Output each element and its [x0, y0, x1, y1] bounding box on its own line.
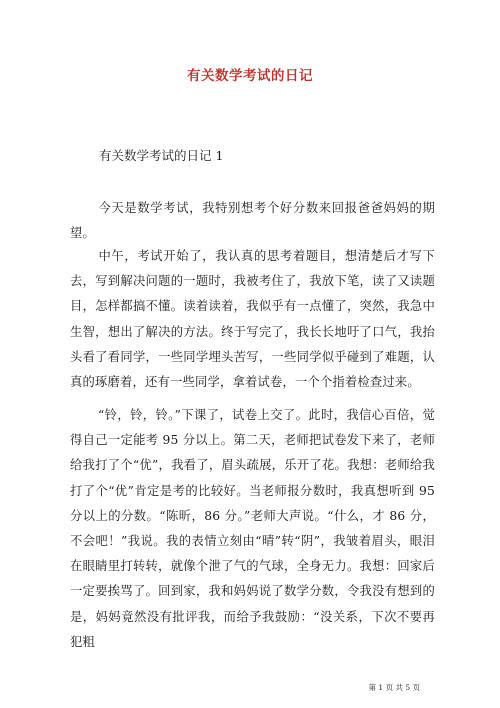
page-number-footer: 第 1 页 共 5 页: [368, 683, 420, 692]
paragraph-3-text: “铃，铃，铃。”下课了，试卷上交了。此时，我信心百倍，觉得自己一定能考 95 分以上。第二天，老师把试卷发下来了，老师给我打了个“优”，我看了，眉头疏展，乐开了花。我想：老师给我打了个“优”肯定是考的比较好。当老师报分数时，我真想听到 95 分以上的分数。“陈昕，86 分。”老师大声说。“什么，才 86 分，不会吧！”我说。我的表情立刻由“晴”转“阴”，我皱着眉头，眼泪在眼睛里打转转，就像个泄了气的气球，全身无力。我想：回家后一定要挨骂了。回到家，我和妈妈说了数学分数，令我没有想到的是，妈妈竟然没有批评我，而给予我鼓励：“没关系，下次不要再犯粗: [70, 408, 435, 649]
paragraph-1-text: 今天是数学考试，我特别想考个好分数来回报爸爸妈妈的期望。: [70, 201, 435, 241]
entry-heading: 有关数学考试的日记 1: [99, 148, 224, 163]
paragraph-1: [70, 196, 435, 246]
paragraph-2: [70, 244, 435, 395]
document-title: 有关数学考试的日记: [187, 68, 313, 84]
paragraph-2-text: 中午，考试开始了，我认真的思考着题目，想清楚后才写下去，写到解决问题的一题时，我被考住了，我放下笔，读了又读题目，怎样都搞不懂。读着读着，我似乎有一点懂了，突然，我急中生智，想出了解决的方法。终于写完了，我长长地吁了口气，我抬头看了看同学，一些同学埋头苦写，一些同学似乎碰到了难题，认真的琢磨着，还有一些同学，拿着试卷，一个个指着检查过来。: [70, 249, 435, 390]
paragraph-3: [70, 403, 435, 655]
